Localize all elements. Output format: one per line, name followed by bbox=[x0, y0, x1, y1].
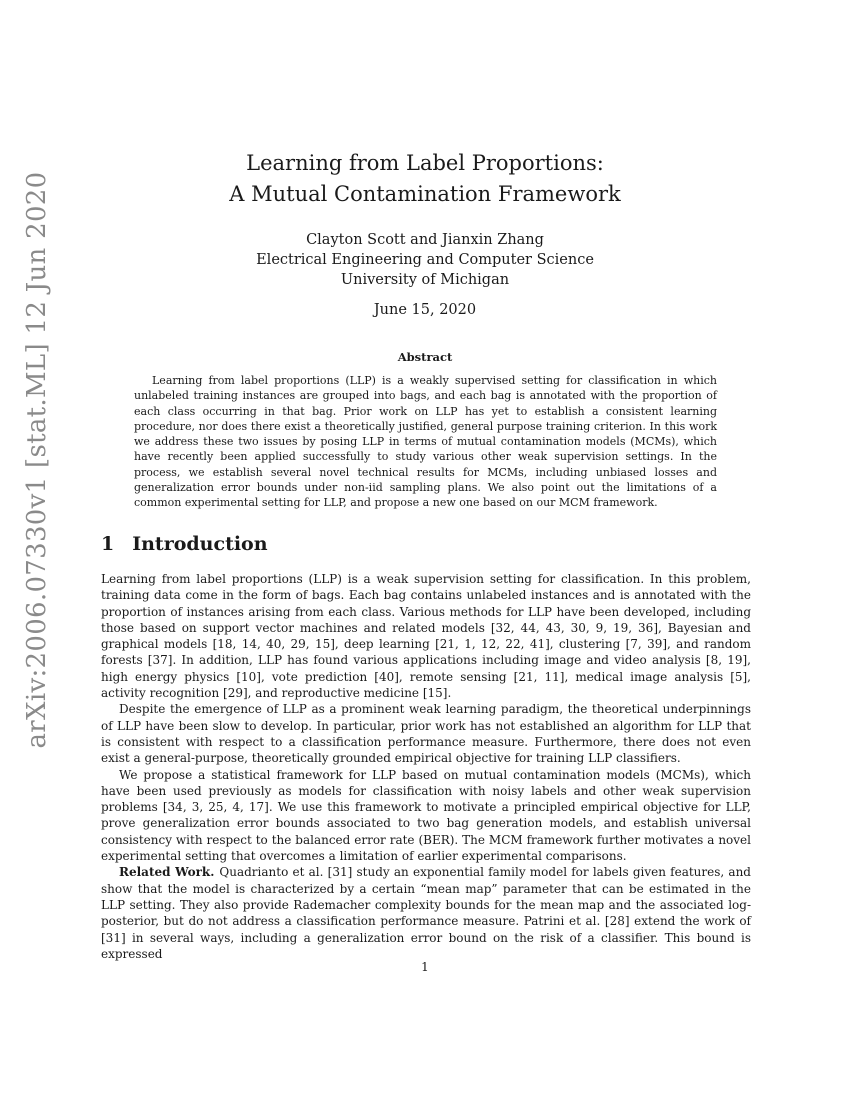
abstract-heading: Abstract bbox=[397, 350, 453, 364]
author-names: Clayton Scott and Jianxin Zhang bbox=[306, 232, 544, 248]
author-block bbox=[0, 230, 850, 290]
related-work-text: Quadrianto et al. [31] study an exponential family model for labels given features, and show that the model is characterized by a certain “mean map” parameter that can be estimated in the LLP setting. They also provide Rademacher complexity bounds for the mean map and the associated log-posterior, but do not address a classification performance measure. Patrini et al. [28] extend the work of [31] in several ways, including a generalization error bound on the risk of a classifier. This bound is expressed bbox=[101, 865, 751, 961]
body-paragraph: Despite the emergence of LLP as a prominent weak learning paradigm, the theoretical underpinnings of LLP have been slow to develop. In particular, prior work has not established an algorithm for LLP that is consistent with respect to a classification performance measure. Furthermore, there does not even exist a general-purpose, theoretically grounded empirical objective for training LLP classifiers. bbox=[101, 702, 751, 766]
section-title: Introduction bbox=[132, 533, 268, 555]
paper-date: June 15, 2020 bbox=[373, 302, 477, 318]
related-work-label: Related Work. bbox=[119, 865, 215, 880]
section-heading bbox=[101, 533, 268, 555]
arxiv-identifier: arXiv:2006.07330v1 [stat.ML] 12 Jun 2020 bbox=[21, 171, 52, 749]
body-paragraph: Learning from label proportions (LLP) is a weak supervision setting for classification. In this problem, training data come in the form of bags. Each bag contains unlabeled instances and is annotated with the proportion of instances arising from each class. Various methods for LLP have been developed, including those based on support vector machines and related models [32, 44, 43, 30, 9, 19, 36], Bayesian and graphical models [18, 14, 40, 29, 15], deep learning [21, 1, 12, 22, 41], clustering [7, 39], and random forests [37]. In addition, LLP has found various applications including image and video analysis [8, 19], high energy physics [10], vote prediction [40], remote sensing [21, 11], medical image analysis [5], activity recognition [29], and reproductive medicine [15]. bbox=[101, 572, 751, 701]
paper-title bbox=[0, 148, 850, 210]
body-paragraph: We propose a statistical framework for LLP based on mutual contamination models (MCMs), which have been used previously as models for classification with noisy labels and other weak supervision problems [34, 3, 25, 4, 17]. We use this framework to motivate a principled empirical objective for LLP, prove generalization error bounds associated to two bag generation models, and establish universal consistency with respect to the balanced error rate (BER). The MCM framework further motivates a novel experimental setting that overcomes a limitation of earlier experimental comparisons. bbox=[101, 767, 751, 864]
abstract-text: Learning from label proportions (LLP) is a weakly supervised setting for classification in which unlabeled training instances are grouped into bags, and each bag is annotated with the proportion of each class occurring in that bag. Prior work on LLP has yet to establish a consistent learning procedure, nor does there exist a theoretically justified, general purpose training criterion. In this work we address these two issues by posing LLP in terms of mutual contamination models (MCMs), which have recently been applied successfully to study various other weak supervision settings. In the process, we establish several novel technical results for MCMs, including unbiased losses and generalization error bounds under non-iid sampling plans. We also point out the limitations of a common experimental setting for LLP, and propose a new one based on our MCM framework. bbox=[134, 374, 717, 510]
section-body bbox=[101, 571, 751, 962]
section-number: 1 bbox=[101, 533, 115, 555]
arxiv-sidebar-stamp bbox=[14, 171, 59, 749]
author-university: University of Michigan bbox=[340, 272, 510, 288]
title-line-1: Learning from Label Proportions: bbox=[246, 151, 604, 175]
page-number: 1 bbox=[421, 960, 429, 974]
title-line-2: A Mutual Contamination Framework bbox=[229, 182, 621, 206]
related-work-paragraph bbox=[101, 864, 751, 962]
author-department: Electrical Engineering and Computer Science bbox=[256, 252, 594, 268]
